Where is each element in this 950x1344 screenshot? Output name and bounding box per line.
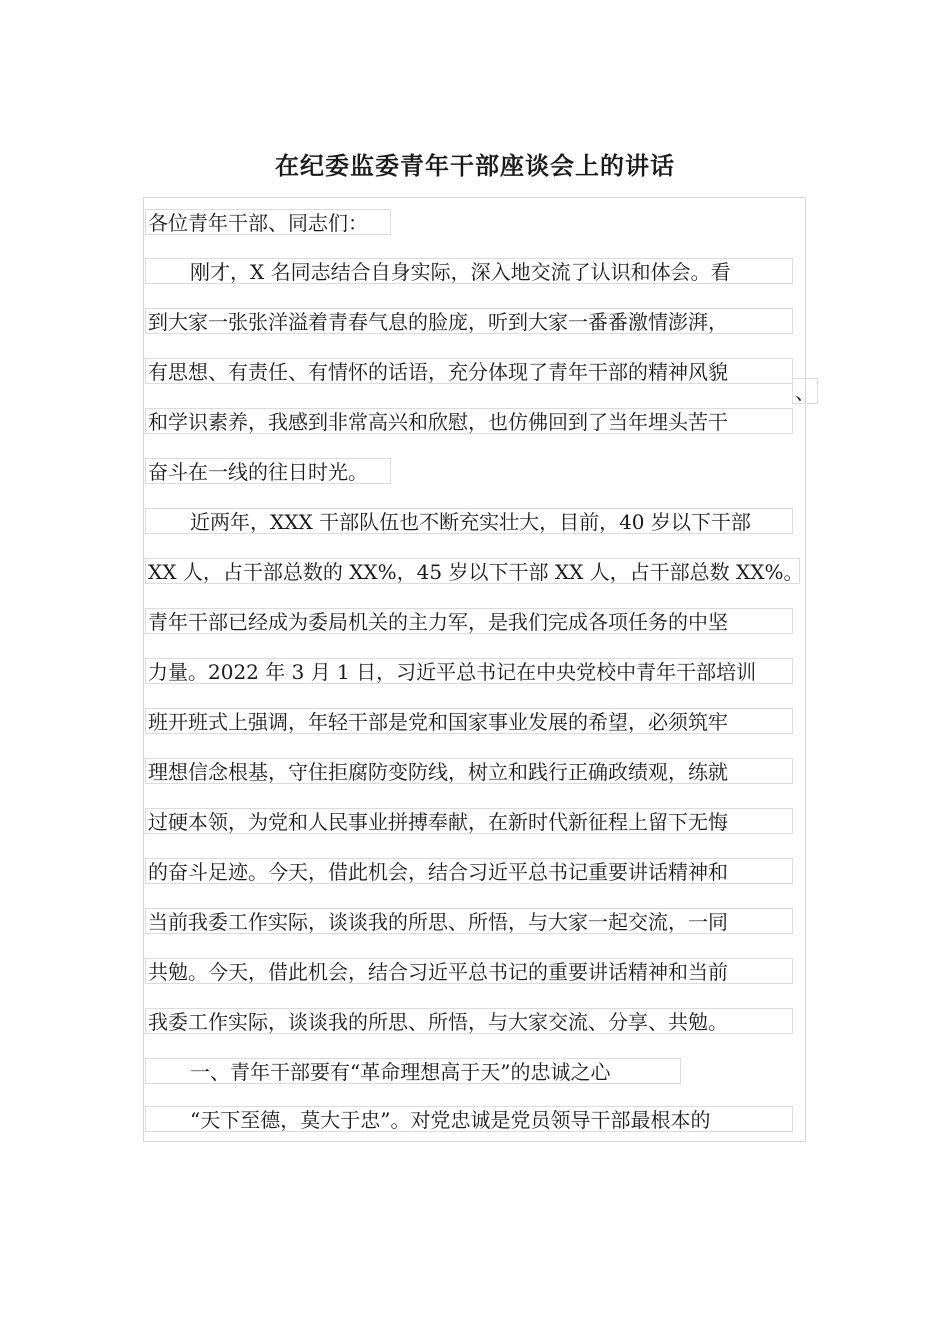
body-line: 青年干部已经成为委局机关的主力军，是我们完成各项任务的中坚 <box>145 608 793 634</box>
body-line: 当前我委工作实际，谈谈我的所思、所悟，与大家一起交流，一同 <box>145 908 793 934</box>
body-line: 理想信念根基，守住拒腐防变防线，树立和践行正确政绩观，练就 <box>145 758 793 784</box>
document-title: 在纪委监委青年干部座谈会上的讲话 <box>275 151 675 180</box>
salutation-line: 各位青年干部、同志们： <box>145 209 391 235</box>
body-line: XX 人，占干部总数的 XX%，45 岁以下干部 XX 人，占干部总数 XX%。 <box>145 558 800 584</box>
body-line: 过硬本领，为党和人民事业拼搏奉献，在新时代新征程上留下无悔 <box>145 808 793 834</box>
body-line: 奋斗在一线的往日时光。 <box>145 458 391 484</box>
body-line: 近两年，XXX 干部队伍也不断充实壮大，目前，40 岁以下干部 <box>145 508 793 534</box>
section-heading: 一、青年干部要有“革命理想高于天”的忠诚之心 <box>145 1058 681 1084</box>
body-line: 共勉。今天，借此机会，结合习近平总书记的重要讲话精神和当前 <box>145 958 793 984</box>
body-line: 刚才，X 名同志结合自身实际，深入地交流了认识和体会。看 <box>145 258 793 284</box>
body-line: 我委工作实际，谈谈我的所思、所悟，与大家交流、分享、共勉。 <box>145 1008 793 1034</box>
body-line: 有思想、有责任、有情怀的话语，充分体现了青年干部的精神风貌 <box>145 358 793 384</box>
body-line: 的奋斗足迹。今天，借此机会，结合习近平总书记重要讲话精神和 <box>145 858 793 884</box>
body-line: 班开班式上强调，年轻干部是党和国家事业发展的希望，必须筑牢 <box>145 708 793 734</box>
body-line: “天下至德，莫大于忠”。对党忠诚是党员领导干部最根本的 <box>145 1106 793 1132</box>
body-line: 和学识素养，我感到非常高兴和欣慰，也仿佛回到了当年埋头苦干 <box>145 408 793 434</box>
overflow-punctuation: 、 <box>792 378 818 404</box>
body-line: 力量。2022 年 3 月 1 日，习近平总书记在中央党校中青年干部培训 <box>145 658 793 684</box>
body-line: 到大家一张张洋溢着青春气息的脸庞，听到大家一番番激情澎湃， <box>145 308 793 334</box>
